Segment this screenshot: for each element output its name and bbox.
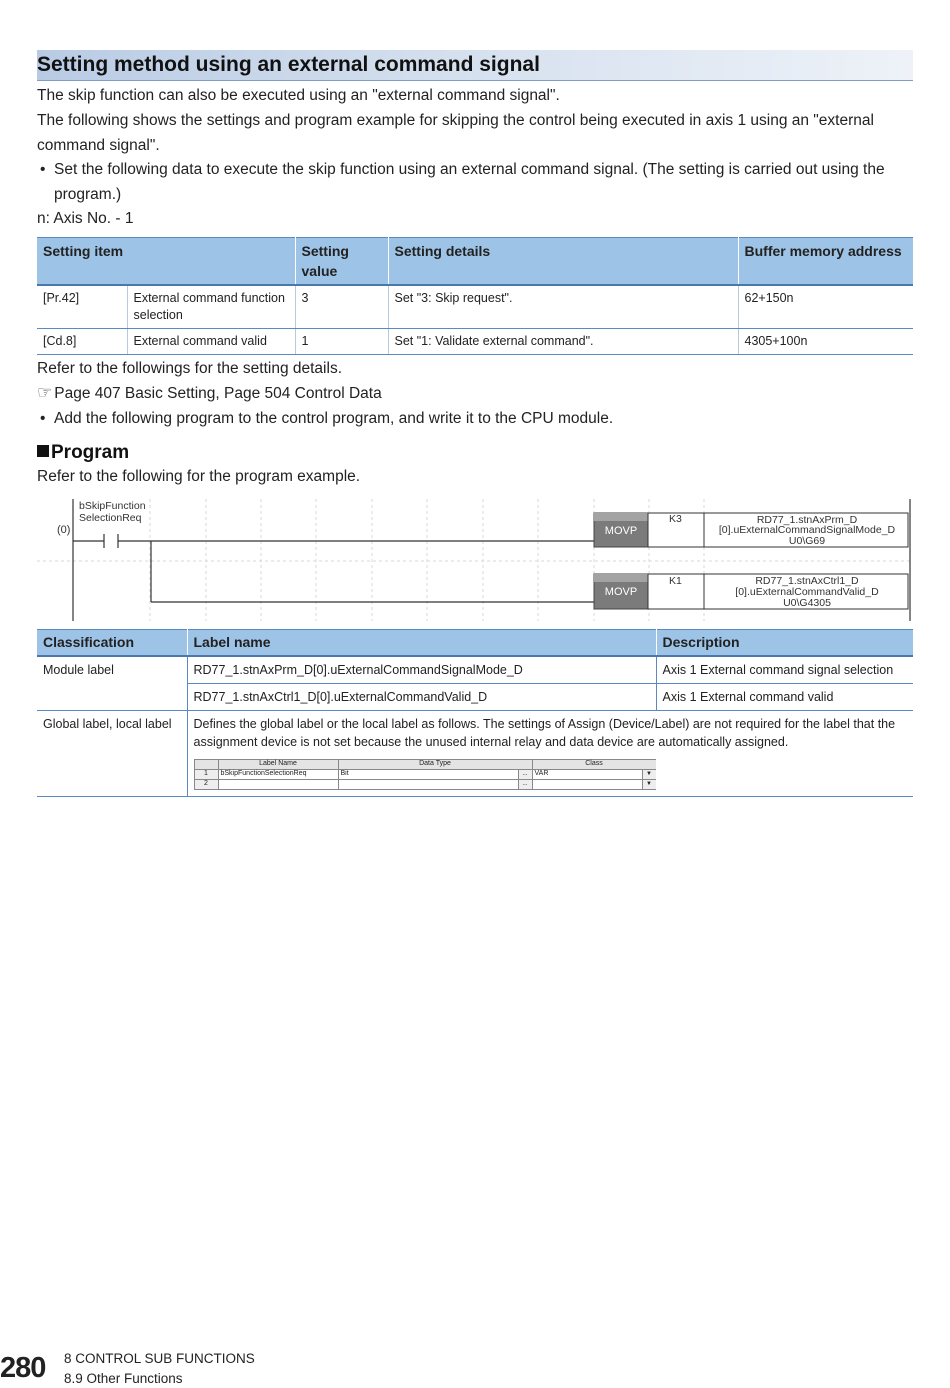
- mini-header-data-type: Data Type: [338, 760, 532, 770]
- settings-table-header: [37, 238, 913, 286]
- program-heading: [37, 442, 129, 464]
- label-table-header: [37, 630, 913, 657]
- dropdown-arrow-icon[interactable]: ▼: [642, 780, 656, 790]
- bullet-dot: •: [40, 161, 46, 178]
- header-setting-value: Setting value: [295, 238, 388, 286]
- bullet-settings: [37, 158, 917, 208]
- dropdown-arrow-icon[interactable]: ▼: [642, 770, 656, 780]
- item-code: [Pr.42]: [37, 285, 127, 329]
- mini-label-name[interactable]: bSkipFunctionSelectionReq: [218, 770, 338, 780]
- rung1-dest-1: RD77_1.stnAxPrm_D: [756, 514, 858, 526]
- ladder-diagram: [37, 497, 913, 628]
- bullet-line-1: Set the following data to execute the skip function using an external command signal. (The setting is carried out using the: [54, 161, 885, 178]
- table-row: [37, 711, 913, 797]
- label-name: RD77_1.stnAxCtrl1_D[0].uExternalCommandValid_D: [187, 684, 656, 711]
- setting-details: Set "1: Validate external command".: [388, 329, 738, 355]
- rung2-dest-3: U0\G4305: [783, 597, 831, 609]
- intro-paragraph: The skip function can also be executed using an "external command signal".: [37, 87, 560, 104]
- header-setting-details: Setting details: [388, 238, 738, 286]
- bullet-text: Add the following program to the control program, and write it to the CPU module.: [54, 410, 614, 427]
- mini-class[interactable]: [532, 780, 642, 790]
- contact-label-2: SelectionReq: [79, 512, 142, 524]
- contact-symbol: [73, 534, 594, 602]
- page-number: 280: [0, 1352, 46, 1384]
- step-number: (0): [57, 524, 71, 536]
- bullet-line-2: program.): [54, 185, 122, 203]
- mini-row-number: 2: [194, 780, 218, 790]
- square-bullet-icon: [37, 445, 49, 457]
- rung1-dest-2: [0].uExternalCommandSignalMode_D: [718, 524, 896, 536]
- item-code: [Cd.8]: [37, 329, 127, 355]
- reference-link-row: [37, 381, 382, 407]
- ladder-svg: [37, 497, 913, 623]
- mini-class[interactable]: VAR: [532, 770, 642, 780]
- item-name: External command valid: [127, 329, 295, 355]
- label-description: Axis 1 External command signal selection: [656, 656, 913, 684]
- header-classification: Classification: [37, 630, 187, 657]
- header-description: Description: [656, 630, 913, 657]
- setting-value: 3: [295, 285, 388, 329]
- buffer-address: 4305+100n: [738, 329, 913, 355]
- description-line-1: The following shows the settings and program example for skipping the control being executed in axis 1 using an "external: [37, 112, 874, 129]
- pointing-hand-icon: ☞: [37, 383, 53, 402]
- mini-data-type[interactable]: Bit: [338, 770, 518, 780]
- classification-module-label: Module label: [37, 656, 187, 711]
- refer-text: Refer to the followings for the setting details.: [37, 360, 342, 377]
- rung1-instr: MOVP: [604, 525, 638, 537]
- global-label-text: Defines the global label or the local label as follows. The settings of Assign (Device/Label) are not required for the label that the assignment device is not set because the unused internal relay and data device are automatically assigned.: [193, 717, 896, 749]
- mini-grid-row: [194, 780, 656, 790]
- rung1-instruction: [594, 513, 908, 547]
- contact-label-1: bSkipFunction: [79, 500, 146, 512]
- rung2-instruction: [594, 574, 908, 609]
- settings-table: [37, 237, 913, 355]
- description-paragraph: [37, 109, 913, 158]
- rung2-dest-2: [0].uExternalCommandValid_D: [735, 586, 879, 598]
- header-label-name: Label name: [187, 630, 656, 657]
- bullet-text: [54, 158, 914, 207]
- table-row: [37, 285, 913, 329]
- rung2-dest-1: RD77_1.stnAxCtrl1_D: [755, 575, 859, 587]
- label-description: Axis 1 External command valid: [656, 684, 913, 711]
- ellipsis-button[interactable]: ...: [518, 770, 532, 780]
- footer-section: 8.9 Other Functions: [64, 1371, 183, 1386]
- section-title: Setting method using an external command signal: [37, 53, 540, 76]
- table-row: [37, 656, 913, 684]
- label-name: RD77_1.stnAxPrm_D[0].uExternalCommandSignalMode_D: [187, 656, 656, 684]
- classification-global-label: Global label, local label: [37, 711, 187, 797]
- rung2-src: K1: [669, 575, 682, 587]
- rung1-dest-3: U0\G69: [788, 535, 826, 547]
- rung1-src: K3: [669, 513, 682, 525]
- setting-details: Set "3: Skip request".: [388, 285, 738, 329]
- label-table: [37, 629, 913, 797]
- program-heading-text: Program: [51, 442, 130, 463]
- mini-label-name[interactable]: [218, 780, 338, 790]
- global-label-cell: [187, 711, 913, 797]
- buffer-address: 62+150n: [738, 285, 913, 329]
- footer-chapter: 8 CONTROL SUB FUNCTIONS: [64, 1351, 255, 1366]
- mini-header-label-name: Label Name: [218, 760, 338, 770]
- description-line-2: command signal".: [37, 136, 160, 154]
- bullet-add-program: [37, 407, 917, 432]
- header-buffer-address: Buffer memory address: [738, 238, 913, 286]
- header-setting-item: Setting item: [37, 238, 295, 286]
- table-row: [37, 329, 913, 355]
- section-title-bar: [37, 50, 913, 81]
- mini-grid-header: [194, 760, 656, 770]
- label-settings-grid: [194, 759, 656, 790]
- program-intro: Refer to the following for the program example.: [37, 468, 361, 485]
- reference-link[interactable]: Page 407 Basic Setting, Page 504 Control Data: [54, 385, 382, 402]
- ellipsis-button[interactable]: ...: [518, 780, 532, 790]
- mini-data-type[interactable]: [338, 780, 518, 790]
- mini-header-class: Class: [532, 760, 656, 770]
- mini-row-number: 1: [194, 770, 218, 780]
- bullet-dot: •: [40, 410, 46, 427]
- mini-grid-row: [194, 770, 656, 780]
- setting-value: 1: [295, 329, 388, 355]
- rung2-instr: MOVP: [604, 586, 638, 598]
- item-name: External command function selection: [127, 285, 295, 329]
- axis-note: n: Axis No. - 1: [37, 210, 134, 227]
